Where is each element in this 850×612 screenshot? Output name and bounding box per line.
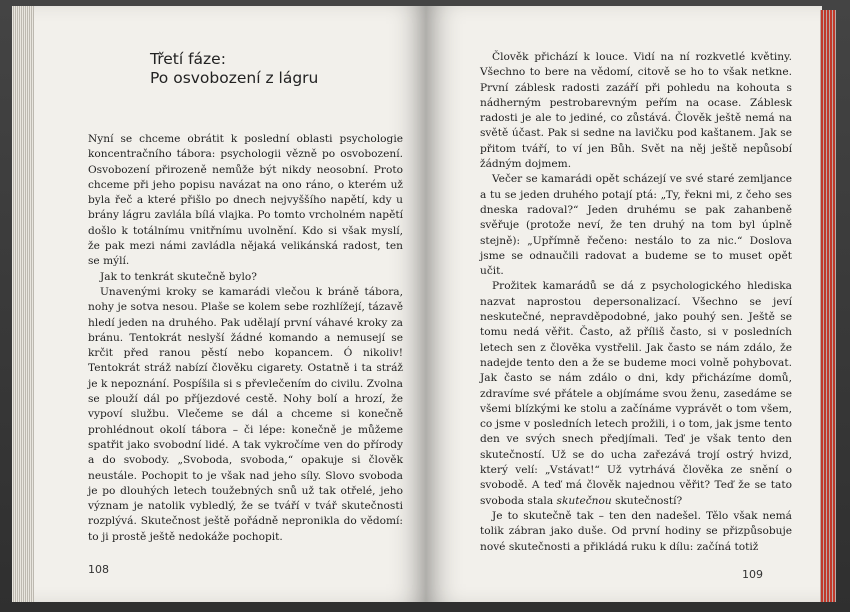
left-page-edges [12,6,34,602]
paragraph-text-end: skutečností? [615,494,683,507]
chapter-title [150,50,400,88]
paragraph: Člověk přichází k louce. Vidí na ní rozkvetlé květiny. Všechno to bere na vědomí, citově se ho to však netkne. První záblesk radosti zazáří při pohledu na kohouta s nádherným pestrobarevným peřím na ocase. Záblesk radosti je ale to jediné, co zůstává. Člověk ještě nemá na světě účast. Pak si sedne na lavičku pod kaštanem. Jak se přitom tváří, to ví jen Bůh. Svět na něj ještě nepůsobí žádným dojmem. [480,51,792,171]
paragraph-text: Prožitek kamarádů se dá z psychologického hlediska nazvat naprostou depersonalizací. Všechno se jeví neskutečné, nepravděpodobné, jako pouhý sen. Ještě se tomu nedá věřit. Často, až příliš často, si v posledních letech sen z člověka vystřelil. Jak často se nám zdálo, že nadejde tento den a že se budeme moci volně pohybovat. Jak často se nám zdálo o dni, kdy přicházíme domů, zdravíme své přátele a objímáme svou ženu, zasedáme se všemi blízkými ke stolu a začínáme vyprávět o tom všem, co jsme v posledních letech prožili, i o tom, jak jsme tento den ve svých snech předjímali. Teď je však tento den skutečností. Už se do ucha zařezává trojí ostrý hvizd, který velí: „Vstávat!“ Už vytrhává člověka ze snění o svobodě. A teď má člověk najednou věřit? Teď že se tato svoboda stala [480,280,792,507]
italic-word: skutečnou [556,494,612,507]
paragraph [480,279,792,508]
right-page-body [480,50,792,555]
paragraph: Je to skutečně tak – ten den nadešel. Tělo však nemá tolik zábran jako duše. Od první hodiny se přizpůsobuje nové skutečnosti a přikládá ruku k dílu: začíná totiž [480,509,792,553]
paragraph: Nyní se chceme obrátit k poslední oblasti psychologie koncentračního tábora: psychologii vězně po osvobození. Osvobození přirozeně nemůže být nikdy neosobní. Proto chceme při jeho popisu navázat na ono ráno, o kterém už byla řeč a které přišlo po dnech nejvyššího napětí, kdy u brány lágru zavlála bílá vlajka. Po tomto vrcholném napětí došlo k totálnímu vnitřnímu uvolnění. Kdo si však myslí, že pak mezi námi zavládla nějaká velikánská radost, ten se mýlí. [88,133,403,268]
chapter-title-line2: Po osvobození z lágru [150,69,319,87]
right-page-edges [820,10,836,602]
left-page [34,6,426,602]
page-number-left: 108 [88,563,109,576]
paragraph: Unavenými kroky se kamarádi vlečou k bráně tábora, nohy je sotva nesou. Plaše se kolem sebe rozhlížejí, tázavě hledí jeden na druhého. Pak udělají první váhavé kroky za bránu. Tentokrát neslyší žádné komando a nemusejí se krčit před ranou pěstí nebo kopancem. Ó nikoliv! Tentokrát stráž nabízí člověku cigarety. Ostatně i ta stráž je k nepoznání. Pospíšila si s převlečením do civilu. Zvolna se plouží dál po příjezdové cestě. Nohy bolí a hrozí, že vypoví službu. Vlečeme se dál a chceme si konečně prohlédnout okolí tábora – či lépe: konečně je můžeme spatřit jako svobodní lidé. A tak vykročíme ven do přírody a do svobody. „Svoboda, svoboda,“ opakuje si člověk neustále. Pochopit to je však nad jeho síly. Slovo svoboda je po dlouhých letech toužebných snů už tak otřelé, jeho význam je natolik vybledlý, že se tváří v tvář skutečnosti rozplývá. Skutečnost ještě pořádně nepronikla do vědomí: to ji prostě ještě nedokáže pochopit. [88,285,403,543]
paragraph: Jak to tenkrát skutečně bylo? [100,270,257,283]
page-number-right: 109 [742,568,763,581]
right-page [426,6,822,602]
left-page-body [88,132,403,545]
paragraph: Večer se kamarádi opět scházejí ve své staré zemljance a tu se jeden druhého potají ptá: „Ty, řekni mi, z čeho ses dneska radoval?“ Jeden druhému se pak zahanbeně svěřuje (protože neví, že ten druhý na tom byl úplně stejně): „Upřímně řečeno: nestálo to za nic.“ Doslova jsme se odnaučili radovat a budeme se to muset opět učit. [480,173,792,278]
chapter-title-line1: Třetí fáze: [150,50,226,68]
